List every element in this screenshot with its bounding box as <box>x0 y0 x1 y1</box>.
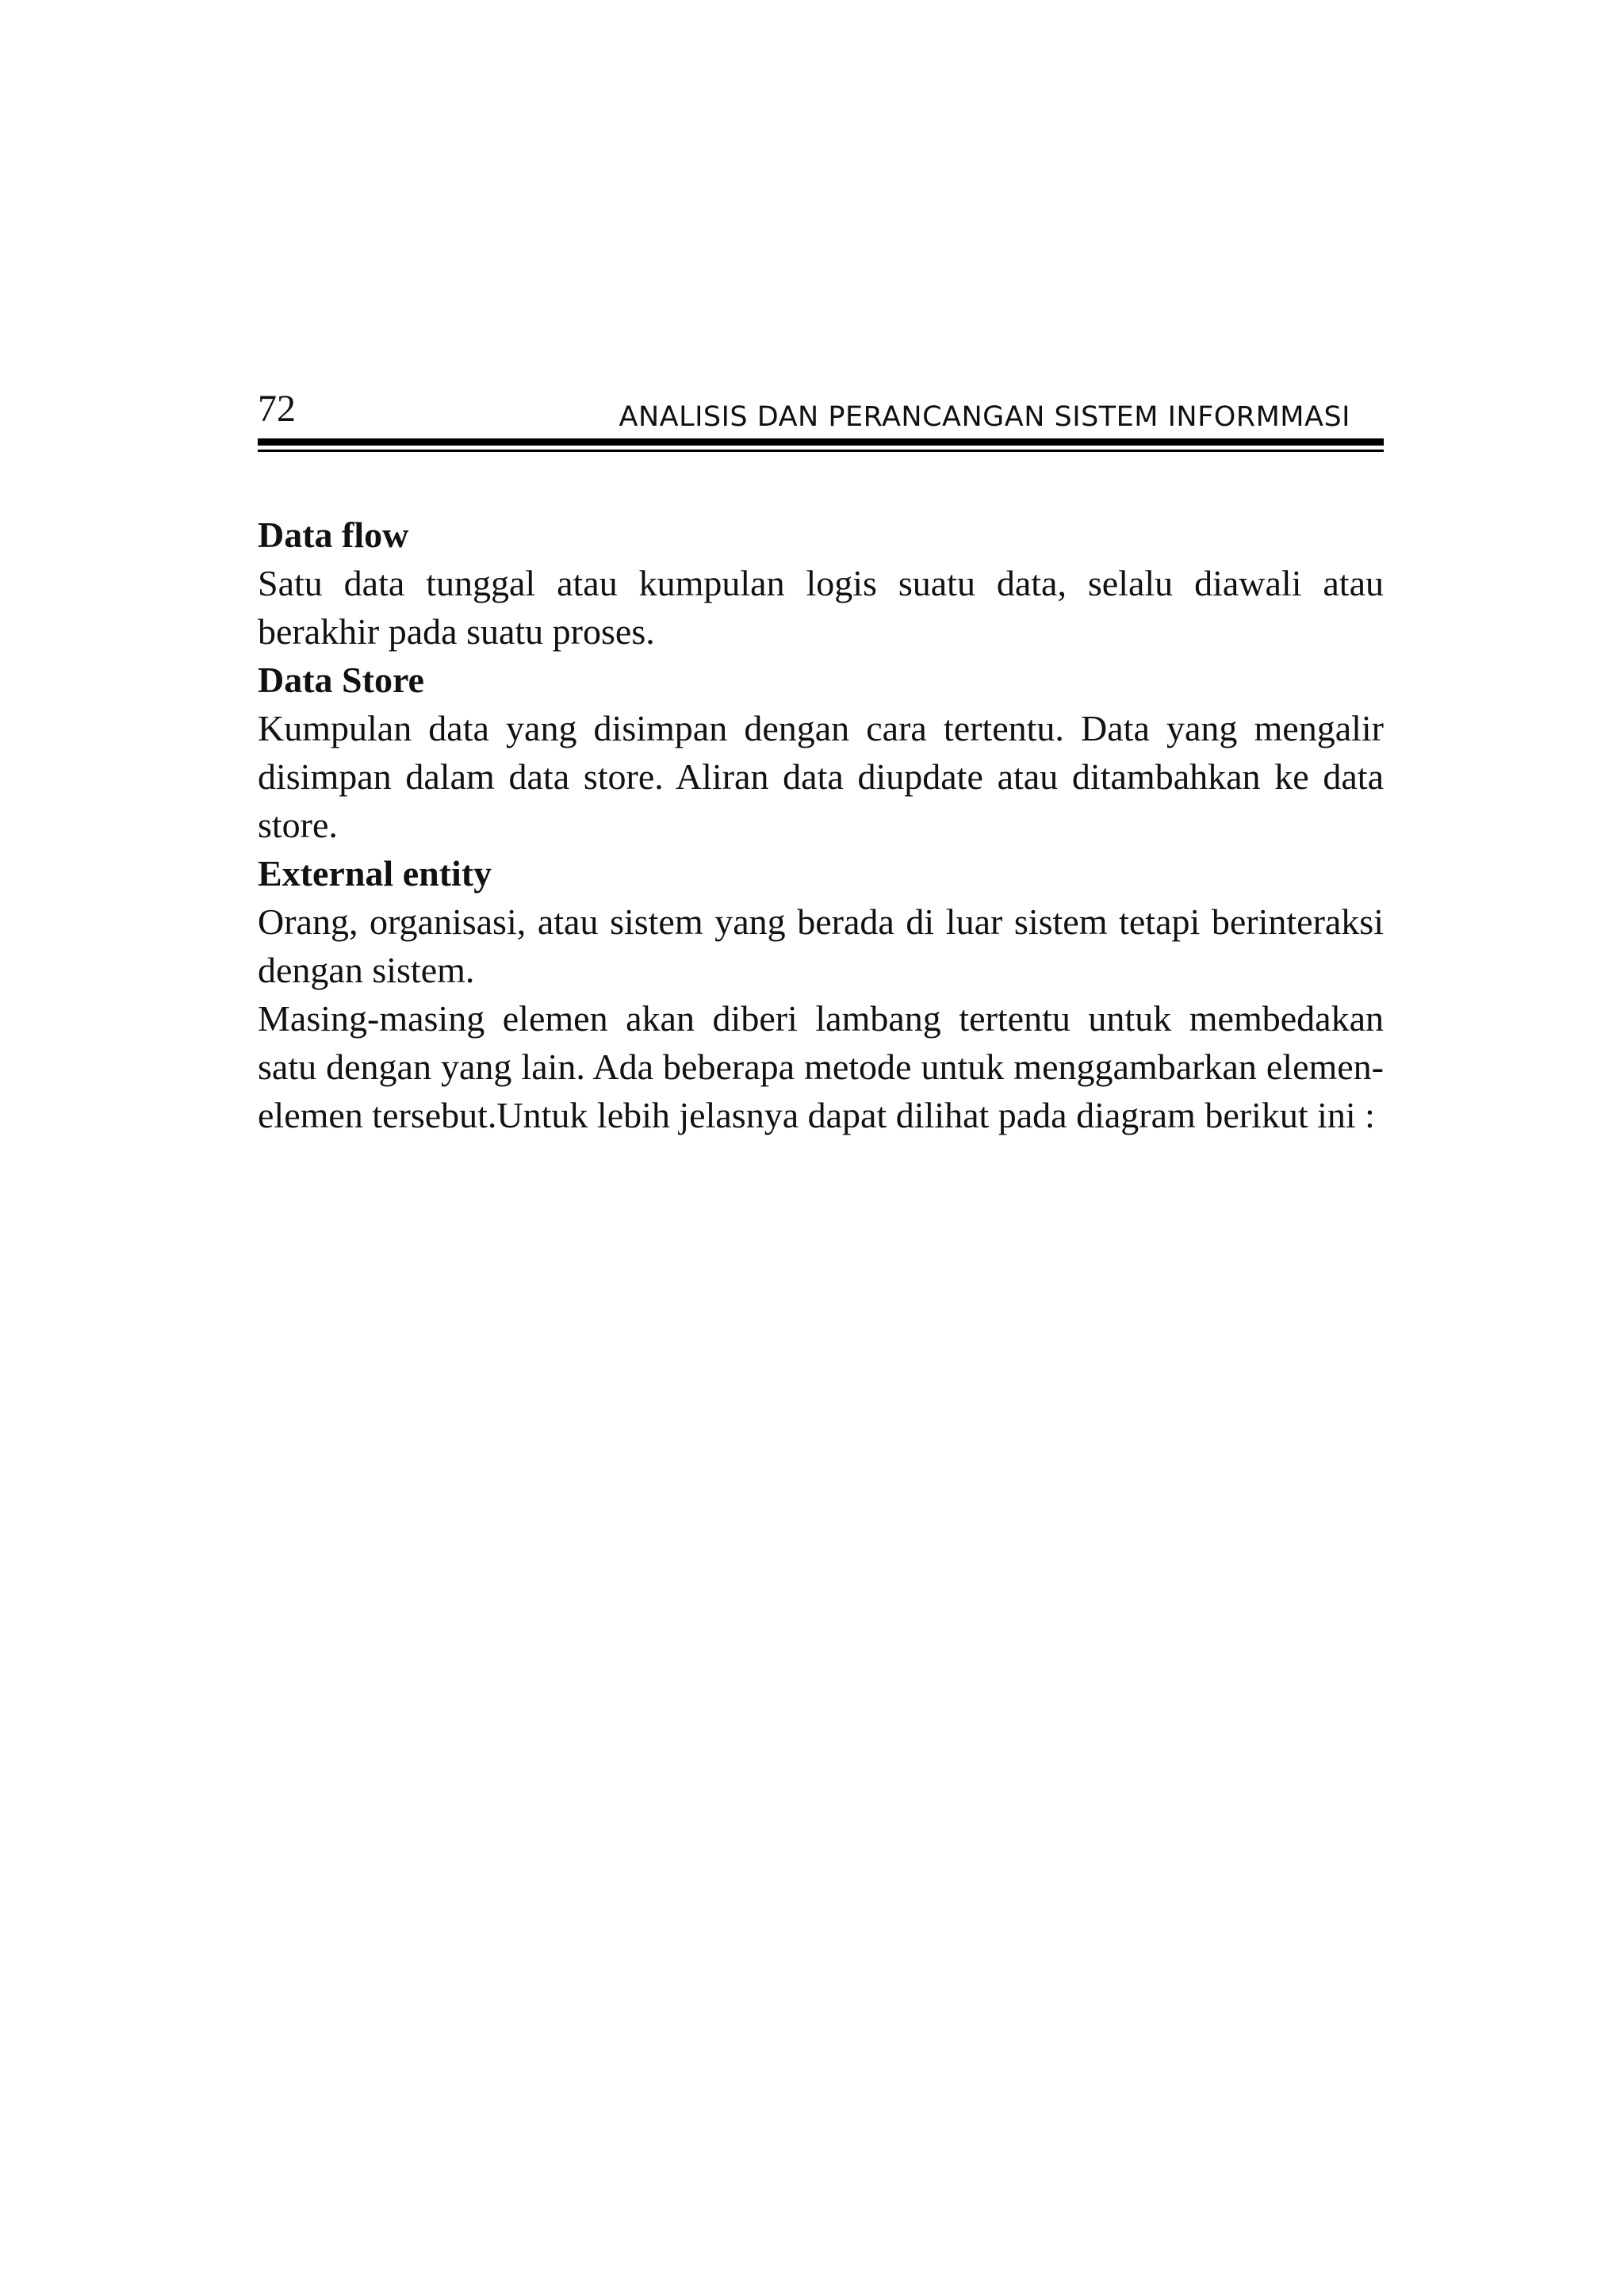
header-rule-thin <box>258 450 1384 452</box>
page-number: 72 <box>258 388 296 430</box>
page-header <box>258 385 1384 457</box>
paragraph-data-store: Kumpulan data yang disimpan dengan cara tertentu. Data yang mengalir disimpan dalam data store. Aliran data diupdate atau ditambahkan ke data store. <box>258 708 1384 845</box>
heading-data-store: Data Store <box>258 660 424 700</box>
heading-data-flow: Data flow <box>258 515 409 555</box>
page-body <box>258 511 1384 1139</box>
paragraph-closing: Masing-masing elemen akan diberi lambang tertentu untuk membedakan satu dengan yang lain. Ada beberapa metode untuk menggambarkan elemen-elemen tersebut.Untuk lebih jelasnya dapat dilihat pada diagram berikut ini : <box>258 998 1384 1135</box>
running-title: ANALISIS DAN PERANCANGAN SISTEM INFORMMASI <box>619 401 1350 433</box>
heading-external-entity: External entity <box>258 853 492 894</box>
paragraph-external-entity: Orang, organisasi, atau sistem yang berada di luar sistem tetapi berinteraksi dengan sistem. <box>258 901 1384 990</box>
paragraph-data-flow: Satu data tunggal atau kumpulan logis suatu data, selalu diawali atau berakhir pada suatu proses. <box>258 563 1384 652</box>
header-rule-thick <box>258 438 1384 446</box>
